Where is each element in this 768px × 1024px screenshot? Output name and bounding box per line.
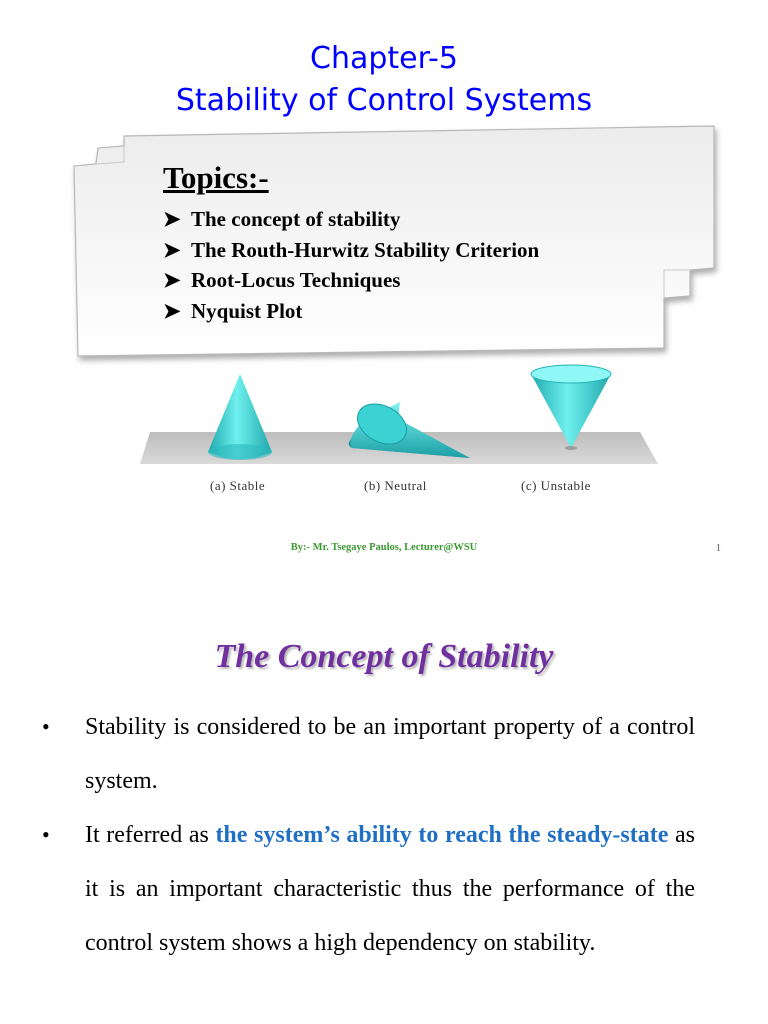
bullet-text-end: as it is an important characteristic thus the performance of the control system shows a high dependency on stability.: [85, 822, 695, 956]
topics-list: [163, 204, 539, 326]
caption-unstable: (c) Unstable: [521, 478, 591, 493]
bullet-marker: •: [42, 822, 50, 847]
arrowhead-bullet-icon: ➤: [163, 298, 181, 323]
topic-item: [163, 296, 539, 327]
topic-item-label: Root-Locus Techniques: [191, 268, 401, 292]
caption-stable: (a) Stable: [210, 478, 266, 493]
arrowhead-bullet-icon: ➤: [163, 237, 181, 262]
slide-title: The Concept of Stability: [214, 638, 554, 675]
bullet-text: Stability is considered to be an important property of a control system.: [85, 714, 695, 794]
topic-item-label: The concept of stability: [191, 207, 401, 231]
slide-2: [0, 570, 768, 1024]
topic-item: [163, 265, 539, 296]
arrowhead-bullet-icon: ➤: [163, 268, 181, 292]
stable-cone: [208, 374, 272, 460]
bullet-marker: •: [42, 714, 50, 739]
chapter-subtitle: Stability of Control Systems: [175, 83, 593, 118]
topics-box: [66, 120, 726, 370]
caption-neutral: (b) Neutral: [364, 478, 427, 493]
topic-item-label: Nyquist Plot: [191, 298, 303, 323]
topic-item: [163, 204, 539, 235]
topics-heading: Topics:-: [163, 160, 269, 195]
bullet-text-with-highlight: [85, 808, 695, 970]
chapter-title: Chapter-5: [310, 41, 458, 76]
arrowhead-bullet-icon: ➤: [163, 207, 181, 231]
bullet-text-start: It referred as: [85, 822, 216, 848]
topic-item-label: The Routh-Hurwitz Stability Criterion: [191, 237, 540, 262]
footer-author: By:- Mr. Tsegaye Paulos, Lecturer@WSU: [290, 542, 478, 553]
highlighted-phrase: the system’s ability to reach the steady-state: [215, 822, 669, 848]
neutral-cone: [349, 396, 470, 458]
page-number: 1: [716, 543, 721, 554]
topic-item: [163, 235, 539, 266]
